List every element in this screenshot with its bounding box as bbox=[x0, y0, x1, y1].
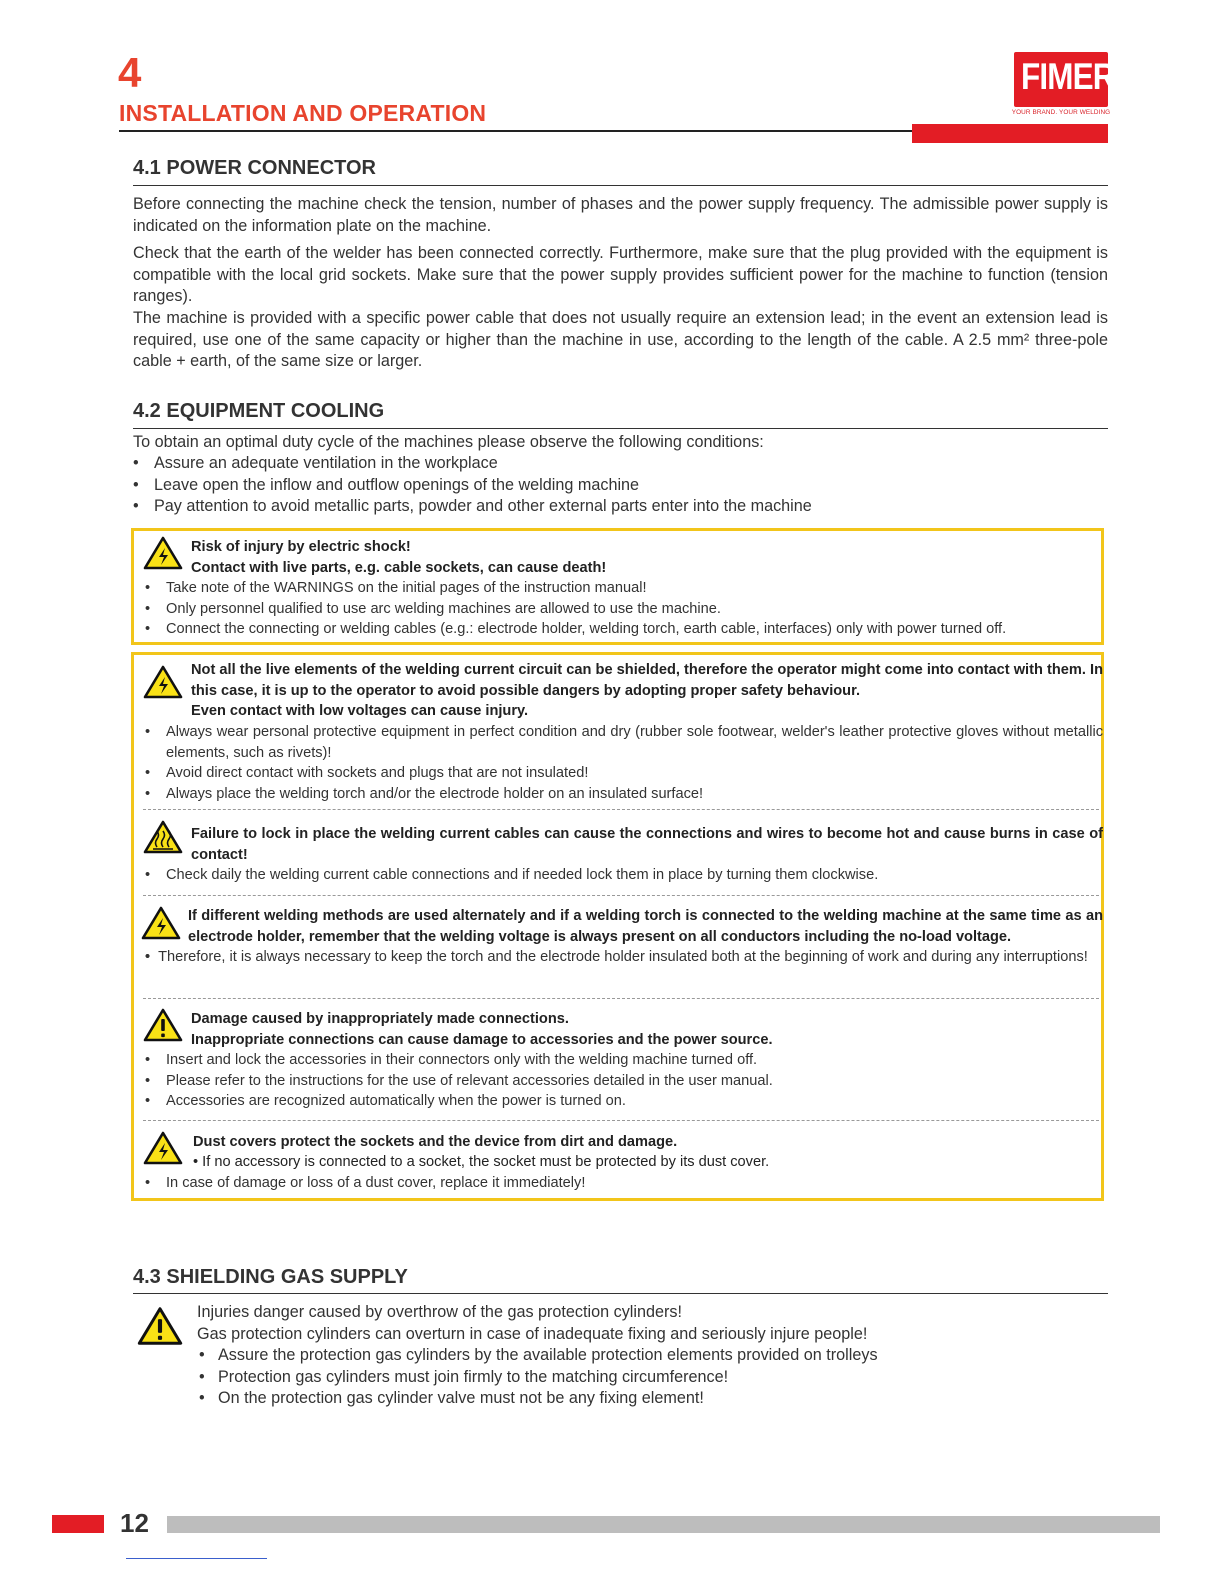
cooling-conditions-list bbox=[133, 453, 1108, 518]
warning-list bbox=[143, 947, 1103, 968]
paragraph: The machine is provided with a specific power cable that does not usually require an extension lead; in the event an extension lead is required, use one of the same capacity or higher than the machine in use, according to the length of the cable. A 2.5 mm² three-pole cable + earth, of the same size or larger. bbox=[133, 309, 1108, 370]
warning-list bbox=[143, 1050, 1103, 1112]
section-divider bbox=[133, 185, 1108, 186]
header-divider bbox=[119, 130, 919, 132]
list-item: • Leave open the inflow and outflow openings of the welding machine bbox=[133, 475, 1108, 497]
footer-underline bbox=[126, 1558, 267, 1559]
list-item: • Always wear personal protective equipment in perfect condition and dry (rubber sole footwear, welder's leather protective gloves without metallic elements, such as rivets)! bbox=[143, 722, 1103, 763]
warning-heading: Dust covers protect the sockets and the device from dirt and damage. bbox=[193, 1134, 678, 1150]
warning-box-electric-shock bbox=[131, 528, 1104, 645]
warning-list bbox=[143, 722, 1103, 804]
warning-heading: Failure to lock in place the welding current cables can cause the connections and wires to become hot and cause burns in case of contact! bbox=[191, 826, 1103, 863]
list-item: • Accessories are recognized automatically when the power is turned on. bbox=[143, 1091, 1103, 1112]
section-title-power-connector: 4.1 POWER CONNECTOR bbox=[133, 157, 376, 179]
dashed-divider bbox=[143, 809, 1099, 810]
warning-heading: Not all the live elements of the welding current circuit can be shielded, therefore the operator might come into contact with them. In this case, it is up to the operator to avoid possible dangers by adopting proper safety behaviour. Even contact with low voltages can cause injury. bbox=[191, 662, 1103, 719]
footer-red-bar bbox=[52, 1515, 104, 1533]
warning-subline: • If no accessory is connected to a socket, the socket must be protected by its dust cover. bbox=[193, 1154, 770, 1170]
dashed-divider bbox=[143, 998, 1099, 999]
hot-surface-warning-icon bbox=[143, 820, 183, 854]
footer-grey-bar bbox=[167, 1516, 1160, 1533]
gas-warning-list bbox=[197, 1345, 1097, 1410]
paragraph: To obtain an optimal duty cycle of the machines please observe the following conditions: bbox=[133, 433, 764, 451]
dashed-divider bbox=[143, 895, 1099, 896]
list-item: • Assure an adequate ventilation in the workplace bbox=[133, 453, 1108, 475]
list-item: • Insert and lock the accessories in their connectors only with the welding machine turned off. bbox=[143, 1050, 1103, 1071]
dashed-divider bbox=[143, 1120, 1099, 1121]
list-item: • Avoid direct contact with sockets and plugs that are not insulated! bbox=[143, 763, 1103, 784]
list-item: • Check daily the welding current cable connections and if needed lock them in place by turning them clockwise. bbox=[143, 865, 1103, 886]
list-item: • Always place the welding torch and/or the electrode holder on an insulated surface! bbox=[143, 784, 1103, 805]
paragraph: Before connecting the machine check the tension, number of phases and the power supply frequency. The admissible power supply is indicated on the information plate on the machine. bbox=[133, 195, 1108, 235]
gas-warning-text bbox=[197, 1302, 1097, 1410]
electric-shock-warning-icon bbox=[143, 1131, 183, 1165]
list-item: • On the protection gas cylinder valve must not be any fixing element! bbox=[197, 1388, 1097, 1410]
exclamation-warning-icon bbox=[143, 1008, 183, 1042]
warning-heading: Damage caused by inappropriately made connections. Inappropriate connections can cause damage to accessories and the power source. bbox=[191, 1011, 773, 1048]
gas-warning-line: Gas protection cylinders can overturn in case of inadequate fixing and seriously injure people! bbox=[197, 1324, 868, 1343]
electric-shock-warning-icon bbox=[141, 906, 181, 940]
page-number: 12 bbox=[120, 1508, 149, 1538]
gas-warning-line: Injuries danger caused by overthrow of the gas protection cylinders! bbox=[197, 1303, 682, 1321]
chapter-number: 4 bbox=[118, 49, 142, 96]
electric-shock-warning-icon bbox=[143, 665, 183, 699]
section-title-equipment-cooling: 4.2 EQUIPMENT COOLING bbox=[133, 400, 385, 422]
list-item: • Take note of the WARNINGS on the initial pages of the instruction manual! bbox=[143, 578, 1103, 599]
warning-box-safety bbox=[131, 652, 1104, 1201]
list-item: • Connect the connecting or welding cables (e.g.: electrode holder, welding torch, earth cable, interfaces) only with power turned off. bbox=[143, 619, 1103, 640]
warning-list bbox=[143, 865, 1103, 886]
logo-text: FIMER bbox=[1021, 56, 1115, 97]
list-item: • Only personnel qualified to use arc welding machines are allowed to use the machine. bbox=[143, 599, 1103, 620]
header-red-bar bbox=[912, 124, 1108, 143]
paragraph: Check that the earth of the welder has been connected correctly. Furthermore, make sure that the plug provided with the equipment is compatible with the local grid sockets. Make sure that the power supply provides sufficient power for the machine to function (tension ranges). bbox=[133, 244, 1108, 305]
warning-list bbox=[143, 1173, 1103, 1194]
electric-shock-warning-icon bbox=[143, 536, 183, 570]
warning-heading: Risk of injury by electric shock! Contact with live parts, e.g. cable sockets, can cause death! bbox=[191, 539, 607, 576]
exclamation-warning-icon bbox=[137, 1306, 183, 1346]
chapter-title: INSTALLATION AND OPERATION bbox=[119, 100, 487, 126]
list-item: • In case of damage or loss of a dust cover, replace it immediately! bbox=[143, 1173, 1103, 1194]
section-title-shielding-gas: 4.3 SHIELDING GAS SUPPLY bbox=[133, 1266, 408, 1288]
list-item: • Assure the protection gas cylinders by the available protection elements provided on trolleys bbox=[197, 1345, 1097, 1367]
logo-tagline: YOUR BRAND. YOUR WELDING bbox=[1011, 109, 1111, 116]
list-item-text: Therefore, it is always necessary to keep the torch and the electrode holder insulated both at the beginning of work and during any interruptions! bbox=[158, 949, 1088, 965]
section-divider bbox=[133, 428, 1108, 429]
list-item: • Please refer to the instructions for the use of relevant accessories detailed in the user manual. bbox=[143, 1071, 1103, 1092]
list-item: • Protection gas cylinders must join firmly to the matching circumference! bbox=[197, 1367, 1097, 1389]
section-divider bbox=[133, 1293, 1108, 1294]
bullet-glyph: • bbox=[145, 949, 151, 965]
list-item bbox=[143, 947, 1103, 968]
warning-list bbox=[143, 578, 1103, 640]
warning-heading: If different welding methods are used alternately and if a welding torch is connected to the welding machine at the same time as an electrode holder, remember that the welding voltage is always present on all conductors including the no-load voltage. bbox=[188, 908, 1103, 945]
list-item: • Pay attention to avoid metallic parts, powder and other external parts enter into the machine bbox=[133, 496, 1108, 518]
